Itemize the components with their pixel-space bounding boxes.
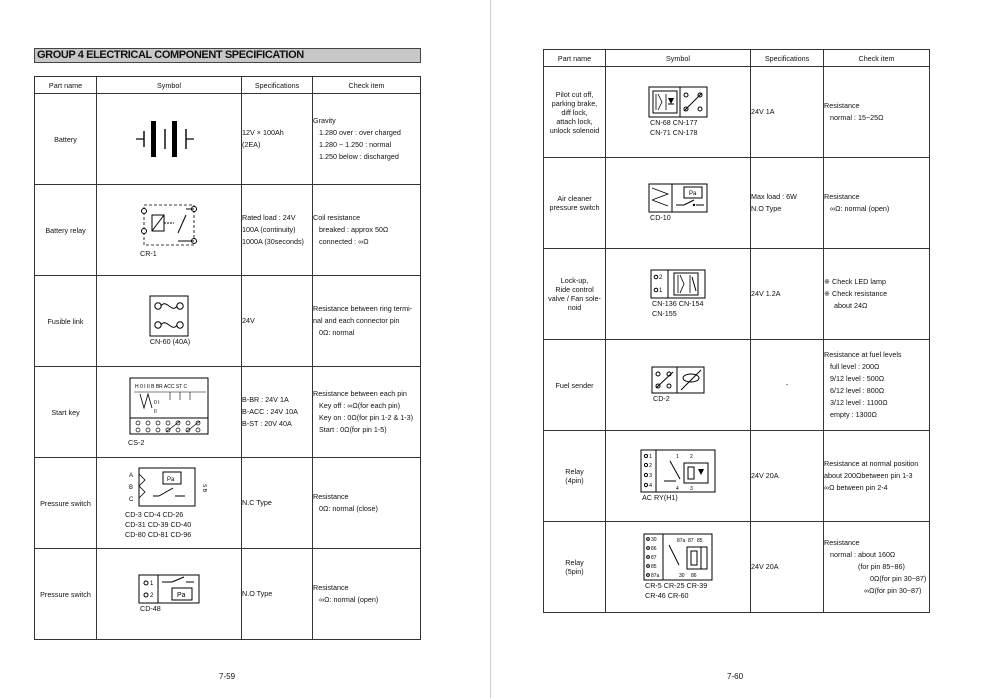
page-number-right: 7-60 — [727, 672, 744, 681]
row-relay-4pin — [544, 431, 930, 522]
spec-line: N.O Type — [751, 204, 782, 213]
check-line: Resistance between each pin — [313, 389, 407, 398]
check-cell — [313, 549, 421, 640]
check-line: Resistance at normal position — [824, 459, 919, 468]
check-line: Resistance — [313, 492, 349, 501]
check-cell — [313, 367, 421, 458]
pin-label: 86 — [651, 546, 657, 552]
check-line: empty : 1300Ω — [830, 410, 877, 419]
spec-cell — [242, 276, 313, 367]
check-line: Coil resistance — [313, 213, 361, 222]
pin-label: 2 — [150, 593, 154, 599]
pin-label: 3 — [649, 473, 653, 479]
pressure-switch-no-symbol — [97, 549, 242, 640]
relay-5pin-symbol — [606, 522, 751, 613]
part-name: Fusible link — [35, 276, 97, 367]
fuel-sender-symbol-icon — [651, 366, 705, 394]
battery-relay-symbol — [97, 185, 242, 276]
part-name: Pressure switch — [35, 458, 97, 549]
fusible-link-symbol — [97, 276, 242, 367]
check-line: ※ Check LED lamp — [824, 277, 886, 286]
connector-code: CR-46 CR-60 — [645, 591, 689, 600]
pin-label: B — [129, 485, 134, 491]
check-line: Gravity — [313, 116, 336, 125]
part-name: Battery — [35, 94, 97, 185]
connector-code: CD-10 — [650, 213, 671, 222]
connector-code: CD-48 — [140, 604, 161, 613]
spec-line: B-ACC : 24V 10A — [242, 407, 298, 416]
connector-code: CN-155 — [652, 309, 677, 318]
fuel-sender-symbol — [606, 340, 751, 431]
pa-label: Pa — [177, 592, 186, 599]
row-solenoid — [544, 67, 930, 158]
pin-label: 1 — [649, 454, 653, 460]
pin-label: 87 — [651, 555, 657, 561]
name-line: valve / Fan sole- — [548, 294, 601, 303]
connector-code: AC RY(H1) — [642, 493, 678, 502]
spec-cell — [242, 94, 313, 185]
row-air-cleaner-switch — [544, 158, 930, 249]
spec-cell — [751, 158, 824, 249]
name-line: Lock-up, — [560, 276, 589, 285]
check-cell — [824, 522, 930, 613]
table-header — [35, 77, 421, 94]
check-cell — [824, 158, 930, 249]
side-label: S B — [201, 484, 207, 493]
spec-line: 24V 1.2A — [751, 289, 781, 298]
spec-table-left — [34, 76, 421, 640]
check-cell — [313, 185, 421, 276]
spec-line: N.O Type — [242, 589, 273, 598]
spec-cell — [751, 249, 824, 340]
row-battery — [35, 94, 421, 185]
check-line: 0Ω(for pin 30~87) — [870, 574, 927, 583]
air-cleaner-switch-symbol-icon — [648, 183, 708, 213]
check-line: normal : 15~25Ω — [830, 113, 884, 122]
check-line: ∞Ω: normal (open) — [830, 204, 890, 213]
pin-label: C — [129, 497, 134, 503]
check-line: nal and each connector pin — [313, 316, 400, 325]
air-cleaner-switch-symbol — [606, 158, 751, 249]
name-line: parking brake, — [551, 98, 598, 108]
pin-label: 1 — [676, 454, 679, 460]
spec-line: Max load : 6W — [751, 192, 797, 201]
col-symbol: Symbol — [97, 77, 242, 94]
connector-code: CS-2 — [128, 438, 145, 447]
part-name: Start key — [35, 367, 97, 458]
pin-label: 85 — [651, 564, 657, 570]
name-line: (4pin) — [565, 476, 584, 485]
pin-label: 86 — [691, 573, 697, 579]
start-key-label: H 0 I II B BR ACC ST C — [135, 384, 188, 390]
check-line: 6/12 level : 800Ω — [830, 386, 885, 395]
name-line: diff lock, — [561, 107, 588, 117]
part-name — [544, 67, 606, 158]
check-line: 9/12 level : 500Ω — [830, 374, 885, 383]
check-cell — [824, 67, 930, 158]
spec-cell — [751, 431, 824, 522]
start-key-symbol-icon — [126, 376, 212, 438]
spec-line: 24V 20A — [751, 562, 779, 571]
spec-line: 24V — [242, 316, 255, 325]
spec-cell — [242, 185, 313, 276]
name-line: Fuel sender — [555, 380, 594, 390]
row-pressure-switch-no — [35, 549, 421, 640]
check-line: 1.280 ~ 1.250 : normal — [319, 140, 392, 149]
pin-label: 30 — [679, 573, 685, 579]
spec-line: 12V × 100Ah — [242, 128, 284, 137]
check-cell — [824, 249, 930, 340]
check-cell — [313, 94, 421, 185]
solenoid-symbol — [606, 67, 751, 158]
spec-line: 100A (continuity) — [242, 225, 296, 234]
pin-label: 87a — [677, 538, 686, 544]
name-line: pressure switch — [549, 203, 600, 212]
lockup-valve-symbol-icon — [650, 269, 706, 299]
spec-line: 24V 1A — [751, 107, 775, 116]
part-name — [544, 158, 606, 249]
pin-label: 30 — [651, 537, 657, 543]
row-pressure-switch-nc — [35, 458, 421, 549]
check-line: 1.280 over : over charged — [319, 128, 401, 137]
spec-cell — [751, 67, 824, 158]
check-line: Resistance at fuel levels — [824, 350, 902, 359]
fusible-link-symbol-icon — [149, 295, 189, 337]
relay-4pin-symbol-icon — [640, 449, 716, 493]
pin-label: 2 — [649, 463, 653, 469]
spec-cell — [751, 522, 824, 613]
spec-table-right — [543, 49, 930, 613]
pin-label: 4 — [676, 486, 679, 492]
pin-label: 1 — [659, 288, 663, 294]
check-line: ※ Check resistance — [824, 289, 888, 298]
table-header — [544, 50, 930, 67]
check-line: breaked : approx 50Ω — [319, 225, 389, 234]
pin-label: 2 — [659, 275, 663, 281]
group-title: GROUP 4 ELECTRICAL COMPONENT SPECIFICATION — [34, 48, 421, 63]
start-key-label: 0 I — [154, 400, 160, 406]
name-line: Pilot cut off, — [555, 89, 594, 99]
pin-label: 1 — [150, 581, 154, 587]
name-line: Relay — [565, 558, 584, 567]
check-line: ∞Ω(for pin 30~87) — [864, 586, 922, 595]
connector-code: CN-71 CN-178 — [650, 128, 698, 137]
check-cell — [313, 458, 421, 549]
connector-code: CR-1 — [140, 249, 157, 258]
spec-cell — [242, 549, 313, 640]
spec-line: Rated load : 24V — [242, 213, 296, 222]
pin-label: 87 — [688, 538, 694, 544]
check-line: Resistance — [824, 192, 860, 201]
check-line: Resistance between ring termi- — [313, 304, 413, 313]
name-line: Air cleaner — [557, 194, 592, 203]
row-fuel-sender — [544, 340, 930, 431]
connector-code: CD-3 CD-4 CD-26 — [125, 510, 184, 519]
battery-relay-symbol-icon — [138, 201, 200, 249]
check-line: 0Ω: normal (close) — [319, 504, 378, 513]
pin-label: 2 — [690, 454, 693, 460]
check-line: Resistance — [824, 101, 860, 110]
name-line: unlock solenoid — [549, 125, 600, 135]
col-symbol: Symbol — [606, 50, 751, 67]
spec-line: N.C Type — [242, 498, 272, 507]
spec-line: B-BR : 24V 1A — [242, 395, 289, 404]
part-name — [544, 522, 606, 613]
lockup-valve-symbol — [606, 249, 751, 340]
pa-label: Pa — [689, 191, 697, 197]
check-line: full level : 200Ω — [830, 362, 880, 371]
col-part-name: Part name — [35, 77, 97, 94]
pin-label: 4 — [649, 483, 653, 489]
check-line: 0Ω: normal — [319, 328, 355, 337]
name-line: Ride control — [555, 285, 594, 294]
pin-label: A — [129, 473, 134, 479]
connector-code: CR-5 CR-25 CR-39 — [645, 581, 708, 590]
solenoid-symbol-icon — [648, 86, 708, 118]
connector-code: CD-2 — [653, 394, 670, 403]
check-line: ∞Ω: normal (open) — [319, 595, 379, 604]
relay-4pin-symbol — [606, 431, 751, 522]
name-line: Relay — [565, 467, 584, 476]
spec-line: - — [785, 380, 789, 389]
start-key-label: II — [154, 409, 157, 415]
relay-5pin-symbol-icon — [643, 533, 713, 581]
check-line: about 200Ωbetween pin 1-3 — [824, 471, 913, 480]
name-line: attach lock, — [556, 116, 593, 126]
check-line: normal : about 160Ω — [830, 550, 896, 559]
part-name — [544, 340, 606, 431]
row-lockup-valve — [544, 249, 930, 340]
spec-line: B-ST : 20V 40A — [242, 419, 292, 428]
part-name — [544, 249, 606, 340]
pin-label: 85 — [697, 538, 703, 544]
connector-code: CN-60 (40A) — [149, 337, 191, 346]
start-key-symbol — [97, 367, 242, 458]
check-line: ∞Ω between pin 2-4 — [824, 483, 888, 492]
connector-code: CD-31 CD-39 CD-40 — [125, 520, 192, 529]
check-cell — [824, 340, 930, 431]
pa-label: Pa — [167, 477, 175, 483]
page-fold — [490, 0, 491, 698]
battery-symbol-icon — [134, 119, 204, 159]
check-line: connected : ∞Ω — [319, 237, 369, 246]
check-line: Resistance — [313, 583, 349, 592]
spec-cell — [242, 367, 313, 458]
col-specifications: Specifications — [242, 77, 313, 94]
spec-line: 24V 20A — [751, 471, 779, 480]
check-line: (for pin 85~86) — [858, 562, 905, 571]
col-specifications: Specifications — [751, 50, 824, 67]
col-part-name: Part name — [544, 50, 606, 67]
part-name: Pressure switch — [35, 549, 97, 640]
row-relay-5pin — [544, 522, 930, 613]
page-number-left: 7-59 — [219, 672, 236, 681]
name-line: noid — [567, 303, 582, 312]
connector-code: CD-80 CD-81 CD-96 — [125, 530, 192, 539]
check-line: 3/12 level : 1100Ω — [830, 398, 888, 407]
pressure-switch-nc-symbol-icon — [123, 466, 215, 510]
pressure-switch-no-symbol-icon — [138, 574, 200, 604]
check-line: Key on : 0Ω(for pin 1-2 & 1-3) — [319, 413, 414, 422]
spec-cell — [242, 458, 313, 549]
part-name — [544, 431, 606, 522]
check-line: Key off : ∞Ω(for each pin) — [319, 401, 401, 410]
check-line: about 24Ω — [834, 301, 868, 310]
battery-symbol — [97, 94, 242, 185]
part-name: Battery relay — [35, 185, 97, 276]
pin-label: 87a — [651, 573, 660, 579]
check-line: Resistance — [824, 538, 860, 547]
spec-cell — [751, 340, 824, 431]
row-start-key — [35, 367, 421, 458]
name-line: (5pin) — [565, 567, 584, 576]
check-cell — [313, 276, 421, 367]
check-cell — [824, 431, 930, 522]
check-line: Start : 0Ω(for pin 1-5) — [319, 425, 387, 434]
row-battery-relay — [35, 185, 421, 276]
col-check-item: Check item — [824, 50, 930, 67]
spec-line: 1000A (30seconds) — [242, 237, 304, 246]
connector-code: CN-68 CN-177 — [650, 118, 698, 127]
pin-label: 3 — [690, 486, 693, 492]
col-check-item: Check item — [313, 77, 421, 94]
connector-code: CN-136 CN-154 — [652, 299, 704, 308]
row-fusible-link — [35, 276, 421, 367]
spec-line: (2EA) — [242, 140, 261, 149]
check-line: 1.250 below : discharged — [319, 152, 399, 161]
pressure-switch-nc-symbol — [97, 458, 242, 549]
